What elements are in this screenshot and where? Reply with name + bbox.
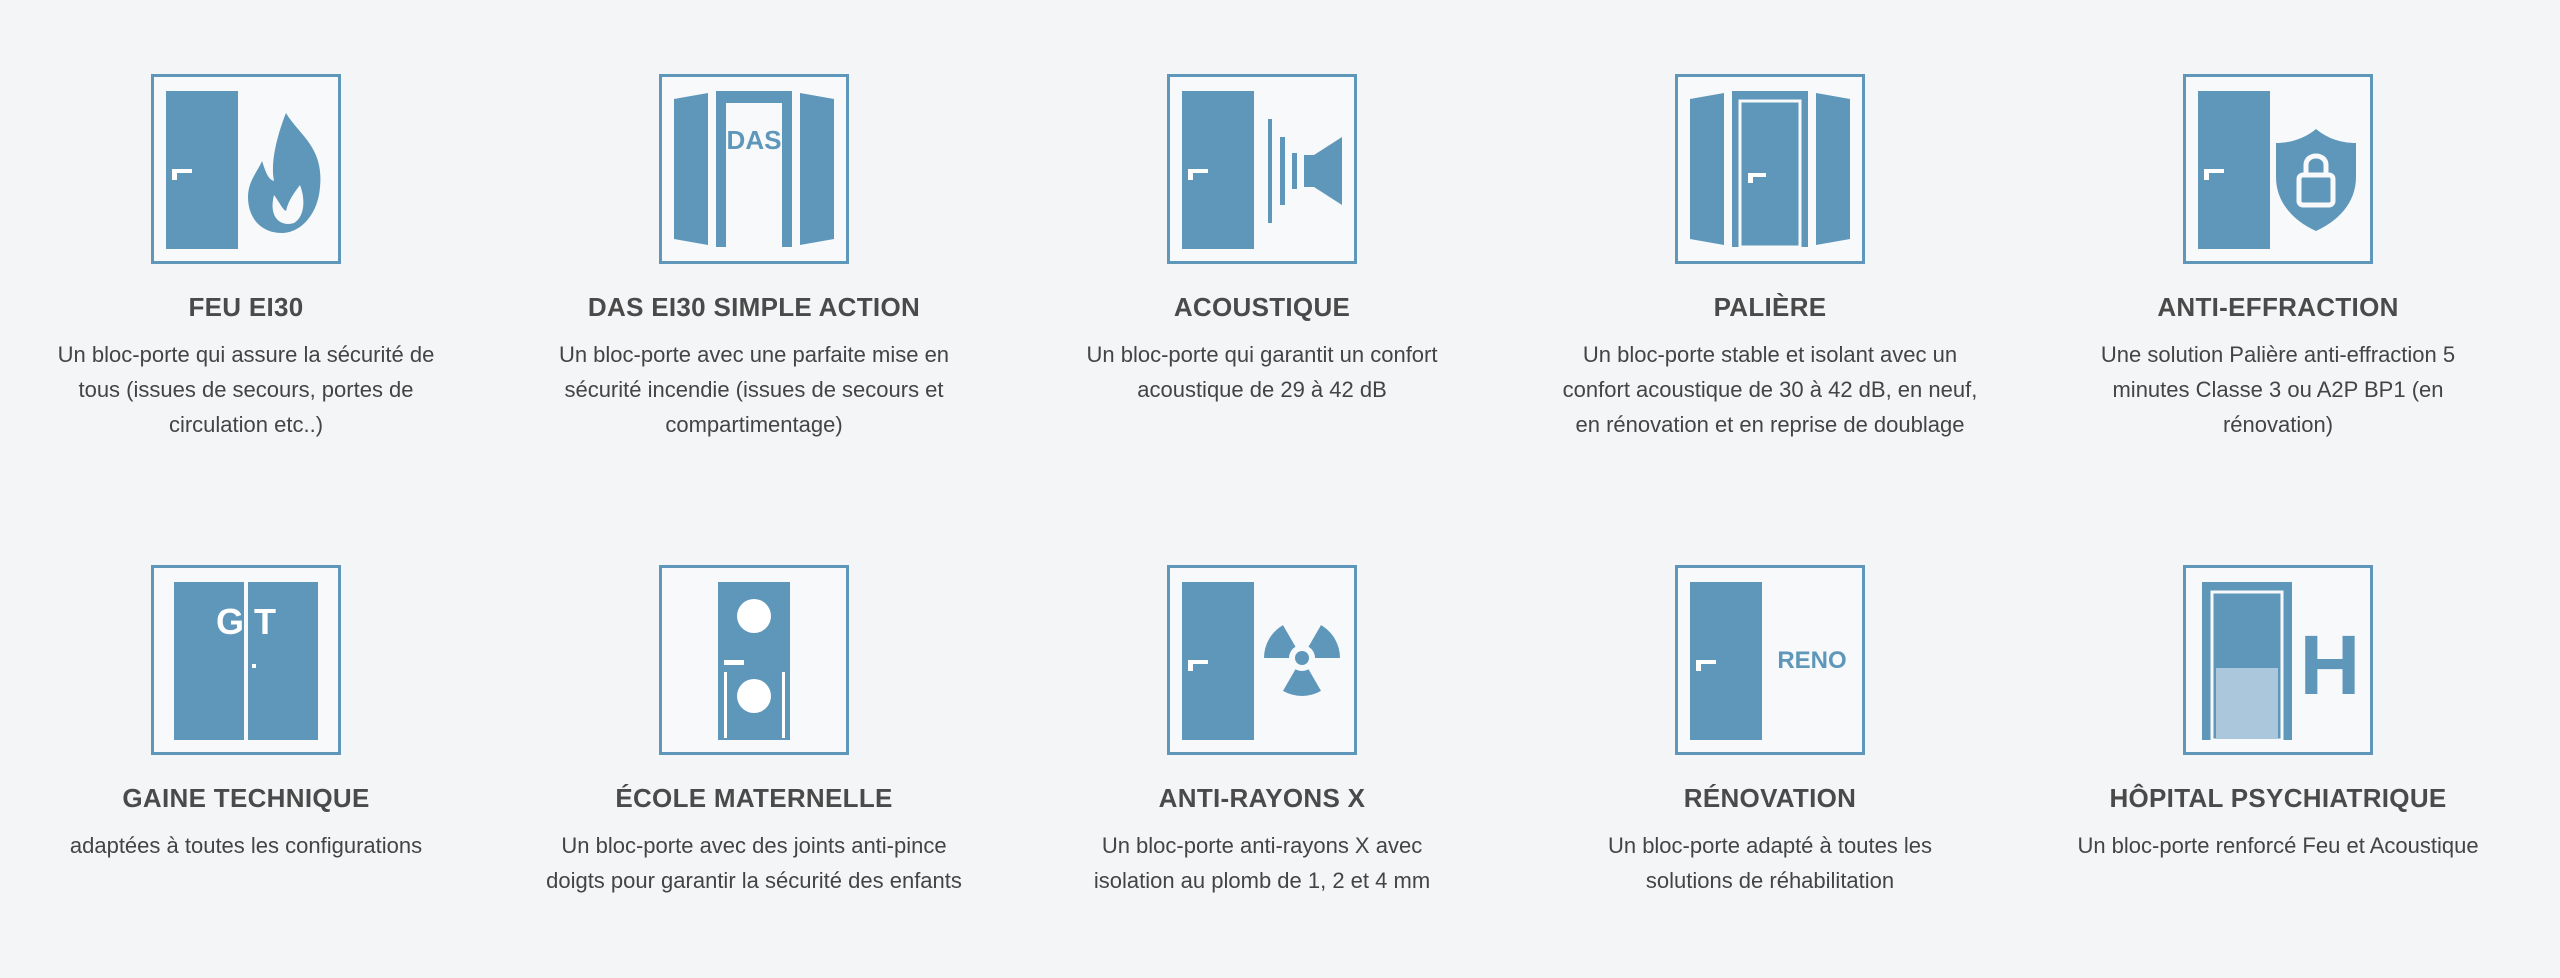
product-title: ANTI-EFFRACTION (2157, 292, 2399, 322)
product-card-anti-rayons-x[interactable] (1042, 565, 1482, 898)
product-description: Un bloc-porte renforcé Feu et Acoustique (2077, 833, 2479, 858)
product-card-hopital-psychiatrique[interactable] (2058, 565, 2498, 863)
security-door-icon (2183, 74, 2373, 264)
product-description: adaptées à toutes les configurations (69, 833, 423, 858)
product-card-ecole-maternelle[interactable] (534, 565, 974, 898)
product-title: FEU EI30 (188, 292, 304, 322)
product-card-anti-effraction[interactable] (2058, 74, 2498, 442)
product-title: ÉCOLE MATERNELLE (615, 783, 893, 813)
product-title: ACOUSTIQUE (1173, 292, 1351, 322)
fire-door-icon (151, 74, 341, 264)
product-title: ANTI-RAYONS X (1158, 783, 1366, 813)
das-label: DAS (726, 125, 782, 155)
product-card-feu[interactable] (26, 74, 466, 442)
product-title: PALIÈRE (1713, 292, 1827, 322)
product-title: DAS EI30 SIMPLE ACTION (587, 292, 921, 322)
product-card-renovation[interactable] (1550, 565, 1990, 898)
landing-door-icon (1675, 74, 1865, 264)
product-card-gaine-technique[interactable] (26, 565, 466, 863)
product-title: RÉNOVATION (1683, 783, 1857, 813)
product-description: Un bloc-porte avec des joints anti-pince doigts pour garantir la sécurité des enfants (546, 833, 962, 893)
product-description: Un bloc-porte adapté à toutes les solutions de réhabilitation (1607, 833, 1933, 893)
reno-label: RENO (1777, 647, 1847, 674)
product-title: GAINE TECHNIQUE (122, 783, 370, 813)
h-label: H (2299, 618, 2361, 712)
product-description: Un bloc-porte qui assure la sécurité de tous (issues de secours, portes de circulation etc..) (57, 342, 435, 437)
product-description: Une solution Palière anti-effraction 5 minutes Classe 3 ou A2P BP1 (en rénovation) (2100, 342, 2456, 437)
product-description: Un bloc-porte anti-rayons X avec isolation au plomb de 1, 2 et 4 mm (1093, 833, 1431, 893)
renovation-door-icon (1675, 565, 1865, 755)
das-door-icon (659, 74, 849, 264)
product-card-das[interactable] (534, 74, 974, 442)
gt-label: G T (216, 601, 276, 642)
school-door-icon (659, 565, 849, 755)
radiation-door-icon (1167, 565, 1357, 755)
product-description: Un bloc-porte qui garantit un confort acoustique de 29 à 42 dB (1086, 342, 1438, 402)
product-description: Un bloc-porte avec une parfaite mise en sécurité incendie (issues de secours et compartimentage) (558, 342, 950, 437)
product-title: HÔPITAL PSYCHIATRIQUE (2109, 783, 2447, 813)
hospital-door-icon (2183, 565, 2373, 755)
product-card-paliere[interactable] (1550, 74, 1990, 442)
acoustic-door-icon (1167, 74, 1357, 264)
technical-shaft-door-icon (151, 565, 341, 755)
product-card-acoustique[interactable] (1042, 74, 1482, 407)
product-description: Un bloc-porte stable et isolant avec un confort acoustique de 30 à 42 dB, en neuf, en rénovation et en reprise de doublage (1562, 342, 1978, 437)
